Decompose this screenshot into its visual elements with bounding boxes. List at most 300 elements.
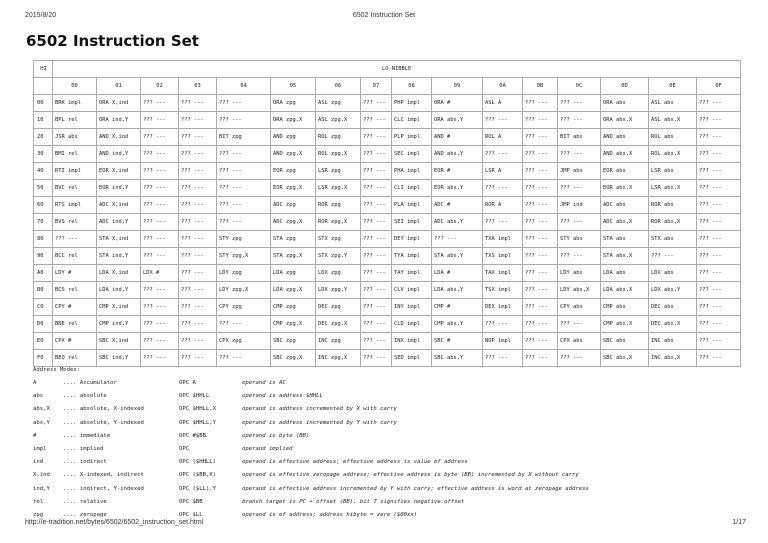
opcode-cell: ??? --- <box>523 265 558 282</box>
opcode-cell: ??? --- <box>558 316 601 333</box>
opcode-cell: ??? --- <box>483 350 523 367</box>
opcode-cell: SBC abs <box>601 333 649 350</box>
address-mode-name: abs,Y <box>33 419 50 426</box>
opcode-cell: LDY # <box>53 265 97 282</box>
opcode-cell: EOR X,ind <box>97 163 141 180</box>
column-header: 0A <box>483 78 523 95</box>
opcode-cell: ADC zpg <box>271 197 316 214</box>
address-mode-syntax: OPC $HHLL <box>179 393 210 400</box>
address-mode-syntax: OPC ($BB,X) <box>179 472 217 479</box>
opcode-cell: ??? --- <box>697 316 741 333</box>
row-header: D0 <box>34 316 53 333</box>
opcode-cell: LDX abs,Y <box>649 282 697 299</box>
opcode-cell: ??? --- <box>179 95 217 112</box>
opcode-cell: NOP impl <box>483 333 523 350</box>
row-header: 90 <box>34 248 53 265</box>
opcode-cell: ORA zpg <box>271 95 316 112</box>
opcode-cell: STX zpg <box>316 231 361 248</box>
opcode-cell: STA abs,Y <box>432 248 483 265</box>
opcode-cell: ORA abs <box>601 95 649 112</box>
opcode-cell: ??? --- <box>361 146 392 163</box>
column-header: 06 <box>316 78 361 95</box>
opcode-cell: ??? --- <box>361 350 392 367</box>
opcode-cell: ??? --- <box>141 180 179 197</box>
print-doc-title: 6502 Instruction Set <box>352 12 416 19</box>
address-mode-syntax: OPC $HHLL,X <box>179 406 217 413</box>
opcode-cell: ??? --- <box>697 333 741 350</box>
opcode-cell: ASL abs,X <box>649 112 697 129</box>
row-header: 00 <box>34 95 53 112</box>
address-mode-name: abs,X <box>33 406 50 413</box>
opcode-cell: STA zpg,X <box>271 248 316 265</box>
table-row <box>34 146 741 163</box>
opcode-cell: CMP zpg,X <box>271 316 316 333</box>
opcode-cell: ??? --- <box>141 333 179 350</box>
address-mode-desc: .... zeropage <box>63 511 107 518</box>
opcode-cell: ??? --- <box>217 95 271 112</box>
opcode-cell: LDA zpg <box>271 265 316 282</box>
opcode-cell: ??? --- <box>523 282 558 299</box>
address-mode-syntax: OPC <box>179 445 190 452</box>
table-row <box>34 95 741 112</box>
opcode-cell: ??? --- <box>141 95 179 112</box>
opcode-cell: AND # <box>432 129 483 146</box>
opcode-cell: TXS impl <box>483 248 523 265</box>
address-mode-name: ind,Y <box>33 485 50 492</box>
table-row <box>34 265 741 282</box>
opcode-cell: ??? --- <box>179 197 217 214</box>
table-row <box>34 214 741 231</box>
opcode-cell: LDX # <box>141 265 179 282</box>
opcode-cell: ??? --- <box>697 95 741 112</box>
address-mode-desc: .... X-indexed, indirect <box>63 472 144 479</box>
opcode-cell: ??? --- <box>697 282 741 299</box>
opcode-cell: ??? --- <box>523 333 558 350</box>
address-mode-desc: .... implied <box>63 445 104 452</box>
opcode-cell: ??? --- <box>141 299 179 316</box>
opcode-cell: STA zpg <box>271 231 316 248</box>
opcode-cell: TSX impl <box>483 282 523 299</box>
opcode-cell: TAX impl <box>483 265 523 282</box>
address-modes-title: Address Modes: <box>33 367 81 373</box>
opcode-cell: ??? --- <box>697 180 741 197</box>
table-column-header-row <box>34 78 741 95</box>
opcode-cell: LDA X,ind <box>97 265 141 282</box>
opcode-cell: ??? --- <box>523 180 558 197</box>
address-mode-syntax: OPC A <box>179 380 196 386</box>
opcode-cell: ??? --- <box>523 95 558 112</box>
address-mode-syntax: OPC $LL <box>179 511 203 518</box>
opcode-cell: LDA zpg,X <box>271 282 316 299</box>
opcode-cell: ADC abs,Y <box>432 214 483 231</box>
opcode-cell: ??? --- <box>217 112 271 129</box>
address-mode-syntax: OPC $HHLL,Y <box>179 419 217 426</box>
opcode-cell: STX zpg,Y <box>316 248 361 265</box>
opcode-cell: LSR zpg <box>316 163 361 180</box>
opcode-cell: JMP abs <box>558 163 601 180</box>
opcode-cell: AND zpg,X <box>271 146 316 163</box>
opcode-cell: ??? --- <box>179 146 217 163</box>
opcode-cell: SBC zpg <box>271 333 316 350</box>
opcode-cell: STY zpg,X <box>217 248 271 265</box>
opcode-cell: BCC rel <box>53 248 97 265</box>
opcode-cell: ??? --- <box>361 316 392 333</box>
opcode-cell: ROL zpg <box>316 129 361 146</box>
print-date: 2015/8/20 <box>25 12 57 19</box>
opcode-cell: BRK impl <box>53 95 97 112</box>
opcode-cell: BPL rel <box>53 112 97 129</box>
opcode-cell: ??? --- <box>697 248 741 265</box>
opcode-cell: CPY abs <box>558 299 601 316</box>
opcode-cell: ??? --- <box>217 214 271 231</box>
opcode-cell: LDA ind,Y <box>97 282 141 299</box>
opcode-cell: ASL abs <box>649 95 697 112</box>
opcode-cell: AND X,ind <box>97 129 141 146</box>
opcode-cell: INC zpg <box>316 333 361 350</box>
opcode-cell: ??? --- <box>697 112 741 129</box>
print-footer <box>0 519 768 531</box>
address-mode-explanation: branch target is PC + offset (BB), bit 7 signifies negative offset <box>242 498 465 505</box>
opcode-cell: AND zpg <box>271 129 316 146</box>
address-mode-syntax: OPC $BB <box>179 498 203 505</box>
opcode-cell: EOR ind,Y <box>97 180 141 197</box>
page-title: 6502 Instruction Set <box>26 32 199 50</box>
opcode-cell: BEQ rel <box>53 350 97 367</box>
opcode-cell: ??? --- <box>361 214 392 231</box>
opcode-cell: ??? --- <box>361 265 392 282</box>
opcode-cell: ??? --- <box>558 350 601 367</box>
opcode-cell: LDY zpg,X <box>217 282 271 299</box>
opcode-cell: SBC abs,Y <box>432 350 483 367</box>
opcode-cell: LDY abs <box>558 265 601 282</box>
opcode-cell: ??? --- <box>697 214 741 231</box>
opcode-cell: ROR abs,X <box>649 214 697 231</box>
opcode-cell: ??? --- <box>179 231 217 248</box>
opcode-cell: ??? --- <box>697 350 741 367</box>
opcode-cell: CMP abs <box>601 299 649 316</box>
opcode-cell: ??? --- <box>141 231 179 248</box>
opcode-cell: ??? --- <box>179 129 217 146</box>
opcode-cell: ??? --- <box>697 231 741 248</box>
opcode-cell: ??? --- <box>179 282 217 299</box>
address-mode-name: zpg <box>33 511 44 518</box>
opcode-cell: ??? --- <box>558 95 601 112</box>
opcode-cell: ??? --- <box>361 129 392 146</box>
table-row <box>34 316 741 333</box>
opcode-cell: LDA abs,Y <box>432 282 483 299</box>
column-header: 0D <box>601 78 649 95</box>
opcode-cell: ROR abs <box>649 197 697 214</box>
opcode-cell: LDX zpg <box>316 265 361 282</box>
address-mode-desc: .... absolute <box>63 393 107 400</box>
opcode-cell: ??? --- <box>141 214 179 231</box>
row-header: 70 <box>34 214 53 231</box>
opcode-cell: ??? --- <box>523 197 558 214</box>
opcode-cell: LSR abs <box>649 163 697 180</box>
address-mode-name: X,ind <box>33 472 50 479</box>
opcode-cell: ??? --- <box>179 316 217 333</box>
opcode-cell: BCS rel <box>53 282 97 299</box>
table-row <box>34 333 741 350</box>
opcode-cell: ??? --- <box>361 197 392 214</box>
address-mode-desc: .... immediate <box>63 432 111 439</box>
opcode-cell: LDA # <box>432 265 483 282</box>
address-mode-explanation: operand is of address; address hibyte = zero ($00xx) <box>242 511 418 518</box>
opcode-cell: ??? --- <box>558 112 601 129</box>
opcode-cell: ??? --- <box>179 163 217 180</box>
opcode-cell: INY impl <box>392 299 432 316</box>
opcode-cell: ROL zpg,X <box>316 146 361 163</box>
opcode-cell: EOR zpg <box>271 163 316 180</box>
opcode-cell: CPX zpg <box>217 333 271 350</box>
opcode-cell: ??? --- <box>649 248 697 265</box>
address-mode-explanation: operand is address incremented by Y with carry <box>242 419 397 426</box>
opcode-cell: ORA abs,Y <box>432 112 483 129</box>
opcode-cell: ??? --- <box>53 231 97 248</box>
opcode-cell: INC abs <box>649 333 697 350</box>
opcode-cell: ??? --- <box>697 197 741 214</box>
opcode-cell: CLC impl <box>392 112 432 129</box>
column-header: 0C <box>558 78 601 95</box>
address-mode-syntax: OPC #$BB <box>179 432 206 439</box>
opcode-cell: ??? --- <box>179 180 217 197</box>
opcode-cell: ASL zpg <box>316 95 361 112</box>
row-header: 30 <box>34 146 53 163</box>
column-header: 01 <box>97 78 141 95</box>
opcode-cell: ORA # <box>432 95 483 112</box>
opcode-cell: ORA zpg,X <box>271 112 316 129</box>
lo-nibble-label: LO-NIBBLE <box>53 61 741 78</box>
opcode-cell: ADC abs <box>601 197 649 214</box>
opcode-cell: SBC # <box>432 333 483 350</box>
column-header: 00 <box>53 78 97 95</box>
opcode-cell: DEX impl <box>483 299 523 316</box>
opcode-cell: ??? --- <box>217 350 271 367</box>
source-url: http://e-tradition.net/bytes/6502/6502_instruction_set.html <box>25 519 204 526</box>
row-header: 60 <box>34 197 53 214</box>
opcode-cell: INC abs,X <box>649 350 697 367</box>
opcode-cell: DEY impl <box>392 231 432 248</box>
opcode-cell: ROL A <box>483 129 523 146</box>
row-header: 80 <box>34 231 53 248</box>
opcode-cell: ??? --- <box>523 350 558 367</box>
column-header: 08 <box>392 78 432 95</box>
opcode-cell: ROL abs <box>649 129 697 146</box>
opcode-cell: PLA impl <box>392 197 432 214</box>
opcode-cell: STX abs <box>649 231 697 248</box>
opcode-cell: SBC abs,X <box>601 350 649 367</box>
opcode-cell: ??? --- <box>558 146 601 163</box>
opcode-cell: ??? --- <box>361 248 392 265</box>
row-header: 50 <box>34 180 53 197</box>
column-header: 05 <box>271 78 316 95</box>
opcode-cell: LDA abs <box>601 265 649 282</box>
opcode-cell: ADC abs,X <box>601 214 649 231</box>
table-row <box>34 350 741 367</box>
opcode-cell: STA ind,Y <box>97 248 141 265</box>
address-mode-explanation: operand is byte (BB) <box>242 432 310 439</box>
opcode-cell: ??? --- <box>558 180 601 197</box>
opcode-cell: ADC # <box>432 197 483 214</box>
row-header: A0 <box>34 265 53 282</box>
opcode-cell: PLP impl <box>392 129 432 146</box>
opcode-cell: ??? --- <box>697 163 741 180</box>
opcode-cell: ROR A <box>483 197 523 214</box>
corner-cell <box>34 78 53 95</box>
opcode-cell: AND ind,Y <box>97 146 141 163</box>
opcode-cell: ??? --- <box>523 299 558 316</box>
opcode-cell: SBC X,ind <box>97 333 141 350</box>
hi-nibble-label: HI <box>34 61 53 78</box>
opcode-cell: JMP ind <box>558 197 601 214</box>
opcode-cell: EOR zpg,X <box>271 180 316 197</box>
opcode-cell: ??? --- <box>432 231 483 248</box>
opcode-cell: EOR # <box>432 163 483 180</box>
opcode-cell: ??? --- <box>483 112 523 129</box>
opcode-cell: ??? --- <box>141 282 179 299</box>
opcode-cell: BNE rel <box>53 316 97 333</box>
opcode-cell: ??? --- <box>361 231 392 248</box>
opcode-cell: ASL zpg,X <box>316 112 361 129</box>
opcode-cell: ??? --- <box>217 146 271 163</box>
column-header: 09 <box>432 78 483 95</box>
opcode-cell: ??? --- <box>523 112 558 129</box>
opcode-cell: TYA impl <box>392 248 432 265</box>
opcode-cell: ORA X,ind <box>97 95 141 112</box>
opcode-cell: SEI impl <box>392 214 432 231</box>
table-row <box>34 299 741 316</box>
opcode-cell: LDY abs,X <box>558 282 601 299</box>
column-header: 02 <box>141 78 179 95</box>
opcode-cell: ??? --- <box>697 146 741 163</box>
opcode-cell: TXA impl <box>483 231 523 248</box>
opcode-cell: ASL A <box>483 95 523 112</box>
opcode-cell: ??? --- <box>483 146 523 163</box>
opcode-cell: STY abs <box>558 231 601 248</box>
opcode-cell: LDA abs,X <box>601 282 649 299</box>
opcode-cell: STA abs <box>601 231 649 248</box>
row-header: 40 <box>34 163 53 180</box>
opcode-cell: AND abs <box>601 129 649 146</box>
opcode-cell: ??? --- <box>217 163 271 180</box>
opcode-cell: ADC ind,Y <box>97 214 141 231</box>
opcode-cell: ??? --- <box>361 163 392 180</box>
address-mode-desc: .... Accumulator <box>63 380 117 386</box>
column-header: 0E <box>649 78 697 95</box>
row-header: B0 <box>34 282 53 299</box>
opcode-cell: SED impl <box>392 350 432 367</box>
table-row <box>34 248 741 265</box>
opcode-cell: ??? --- <box>697 129 741 146</box>
opcode-cell: CMP abs,X <box>601 316 649 333</box>
address-mode-name: ind <box>33 459 44 466</box>
address-mode-name: # <box>33 432 37 439</box>
opcode-cell: ??? --- <box>179 299 217 316</box>
opcode-cell: INC zpg,X <box>316 350 361 367</box>
opcode-cell: ??? --- <box>523 129 558 146</box>
table-row <box>34 180 741 197</box>
opcode-cell: ??? --- <box>179 214 217 231</box>
opcode-cell: ??? --- <box>558 214 601 231</box>
print-header <box>0 12 768 24</box>
address-mode-explanation: operand is effective address incremented by Y with carry; effective address is word at zeropage address <box>242 485 589 492</box>
column-header: 07 <box>361 78 392 95</box>
opcode-cell: SBC ind,Y <box>97 350 141 367</box>
opcode-cell: ??? --- <box>141 146 179 163</box>
address-mode-name: abs <box>33 393 44 400</box>
opcode-cell: LDX zpg,Y <box>316 282 361 299</box>
opcode-cell: AND abs,X <box>601 146 649 163</box>
opcode-cell: CMP X,ind <box>97 299 141 316</box>
opcode-cell: ??? --- <box>217 197 271 214</box>
table-row <box>34 112 741 129</box>
opcode-cell: ??? --- <box>361 282 392 299</box>
address-mode-explanation: operand is effective address; effective address is value of address <box>242 459 468 466</box>
column-header: 03 <box>179 78 217 95</box>
opcode-cell: ??? --- <box>483 180 523 197</box>
opcode-cell: ??? --- <box>179 112 217 129</box>
opcode-cell: ??? --- <box>179 333 217 350</box>
opcode-cell: ORA ind,Y <box>97 112 141 129</box>
address-mode-syntax: OPC ($LL),Y <box>179 485 217 492</box>
opcode-cell: ??? --- <box>141 350 179 367</box>
opcode-cell: BIT zpg <box>217 129 271 146</box>
opcode-cell: SEC impl <box>392 146 432 163</box>
opcode-cell: ??? --- <box>523 163 558 180</box>
column-header: 04 <box>217 78 271 95</box>
address-mode-explanation: operand is AC <box>242 380 286 386</box>
opcode-cell: STA X,ind <box>97 231 141 248</box>
opcode-cell: PHA impl <box>392 163 432 180</box>
opcode-cell: LSR A <box>483 163 523 180</box>
opcode-cell: ??? --- <box>523 248 558 265</box>
row-header: 10 <box>34 112 53 129</box>
opcode-cell: ??? --- <box>523 214 558 231</box>
opcode-cell: ??? --- <box>361 333 392 350</box>
opcode-cell: RTS impl <box>53 197 97 214</box>
opcode-cell: ??? --- <box>141 248 179 265</box>
opcode-cell: DEC zpg,X <box>316 316 361 333</box>
address-mode-desc: .... indirect <box>63 459 107 466</box>
opcode-cell: ??? --- <box>523 231 558 248</box>
opcode-cell: DEC abs <box>649 299 697 316</box>
opcode-cell: BIT abs <box>558 129 601 146</box>
opcode-cell: ??? --- <box>141 112 179 129</box>
opcode-cell: CLD impl <box>392 316 432 333</box>
opcode-cell: INX impl <box>392 333 432 350</box>
opcode-cell: ??? --- <box>361 112 392 129</box>
opcode-cell: ??? --- <box>179 248 217 265</box>
opcode-cell: ??? --- <box>141 129 179 146</box>
column-header: 0F <box>697 78 741 95</box>
opcode-cell: ??? --- <box>558 248 601 265</box>
opcode-cell: ??? --- <box>179 265 217 282</box>
address-mode-explanation: operand is address $HHLL <box>242 393 323 400</box>
row-header: 20 <box>34 129 53 146</box>
opcode-cell: LDY zpg <box>217 265 271 282</box>
address-mode-desc: .... absolute, X-indexed <box>63 406 144 413</box>
opcode-cell: CLI impl <box>392 180 432 197</box>
opcode-cell: CPX abs <box>558 333 601 350</box>
opcode-cell: PHP impl <box>392 95 432 112</box>
opcode-cell: DEC zpg <box>316 299 361 316</box>
table-row <box>34 282 741 299</box>
row-header: E0 <box>34 333 53 350</box>
opcode-cell: ROL abs,X <box>649 146 697 163</box>
opcode-cell: ADC X,ind <box>97 197 141 214</box>
page-number: 1/17 <box>732 519 746 526</box>
opcode-cell: LDX abs <box>649 265 697 282</box>
